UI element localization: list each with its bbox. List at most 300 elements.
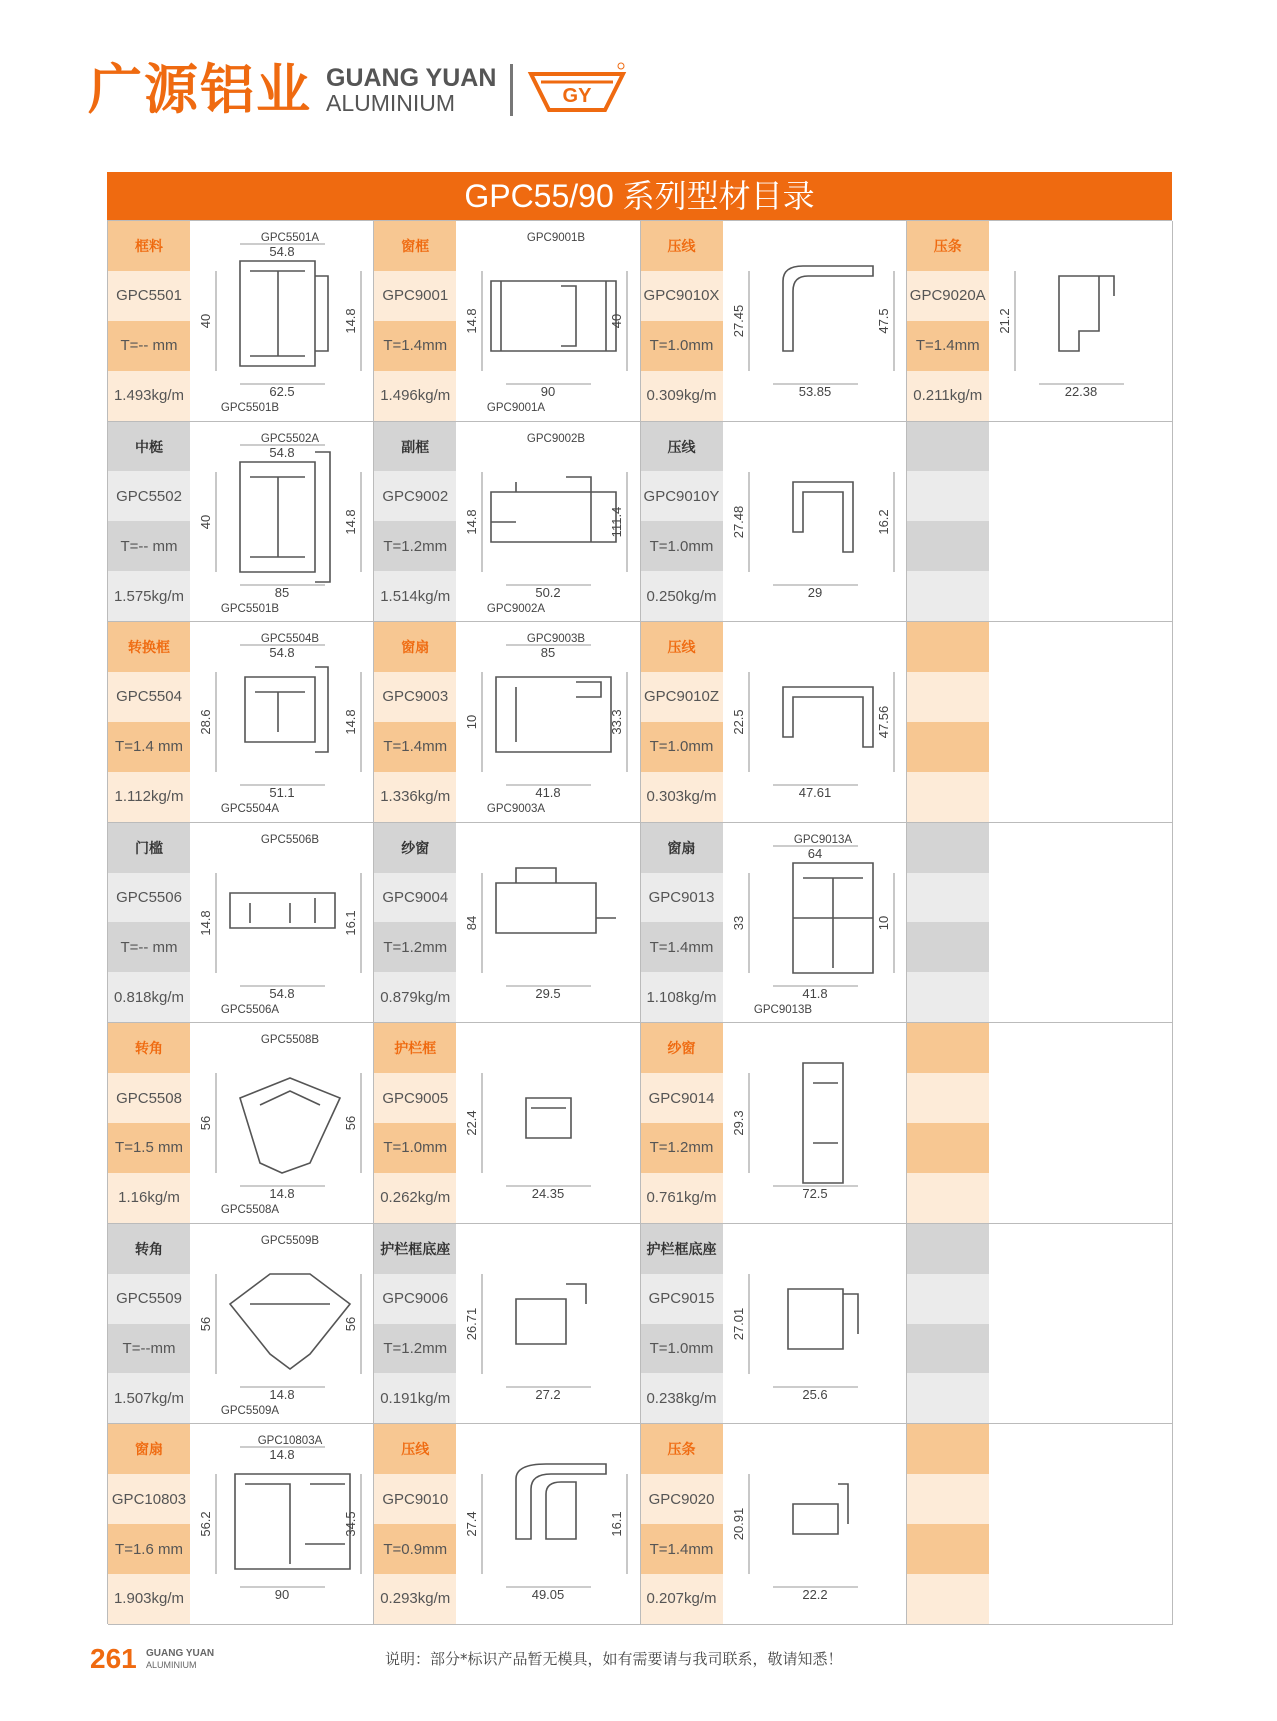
profile-shape: [230, 893, 335, 928]
weight-spec: 1.112kg/m: [108, 772, 190, 822]
model-number: [907, 1274, 989, 1324]
thickness-spec: T=1.0mm: [641, 321, 723, 371]
catalog-cell: [907, 1224, 1173, 1425]
weight-spec: 1.496kg/m: [374, 371, 456, 421]
spec-labels: [108, 221, 190, 421]
callout-label: GPC9002B: [527, 432, 586, 445]
profile-drawing: [989, 1424, 1173, 1624]
catalog-cell: [108, 622, 374, 823]
profile-shape: [516, 1284, 586, 1344]
profile-shape: [783, 266, 873, 351]
model-number: GPC9020: [641, 1474, 723, 1524]
weight-spec: [907, 772, 989, 822]
drawing-area: [456, 823, 640, 1023]
profile-drawing: [190, 823, 374, 1023]
profile-shape: [491, 477, 616, 542]
profile-drawing: [989, 622, 1173, 822]
callout-label: GPC5509B: [260, 1234, 320, 1247]
dimension-label: 27.01: [730, 1307, 746, 1341]
dimension-label: 90: [274, 1587, 290, 1603]
callout-label: GPC5504B: [260, 633, 320, 646]
category-label: 压条: [907, 221, 989, 271]
model-number: GPC9010Z: [641, 672, 723, 722]
profile-drawing: [723, 823, 907, 1023]
model-number: GPC5506: [108, 873, 190, 923]
dimension-label: 10: [464, 714, 480, 730]
page-header: [88, 55, 627, 125]
profile-drawing: [456, 1424, 640, 1624]
drawing-area: [190, 422, 374, 622]
spec-labels: [374, 1023, 456, 1223]
category-label: [907, 422, 989, 472]
catalog-cell: [108, 1224, 374, 1425]
profile-shape: [793, 863, 873, 973]
catalog-cell: [641, 622, 907, 823]
thickness-spec: [907, 722, 989, 772]
thickness-spec: T=1.4mm: [907, 321, 989, 371]
spec-labels: [374, 1424, 456, 1624]
profile-shape: [516, 1464, 606, 1539]
spec-labels: [108, 422, 190, 622]
catalog-cell: [641, 221, 907, 422]
dimension-label: 40: [198, 313, 213, 329]
profile-drawing: [456, 221, 640, 421]
weight-spec: 0.879kg/m: [374, 972, 456, 1022]
model-number: GPC9010Y: [641, 471, 723, 521]
catalog-cell: [907, 1424, 1173, 1625]
model-number: GPC10803: [108, 1474, 190, 1524]
model-number: GPC9006: [374, 1274, 456, 1324]
thickness-spec: T=1.2mm: [374, 1324, 456, 1374]
profile-drawing: [989, 221, 1173, 421]
category-label: 窗扇: [108, 1424, 190, 1474]
catalog-cell: [641, 1424, 907, 1625]
dimension-label: 14.8: [464, 308, 480, 334]
callout-label: GPC5508A: [220, 1204, 280, 1217]
category-label: 纱窗: [374, 823, 456, 873]
dimension-label: 54.8: [269, 444, 295, 460]
category-label: [907, 823, 989, 873]
drawing-area: [190, 1424, 374, 1624]
dimension-label: 27.2: [535, 1386, 561, 1402]
spec-labels: [641, 221, 723, 421]
callout-label: GPC9003A: [487, 803, 546, 816]
weight-spec: 1.493kg/m: [108, 371, 190, 421]
dimension-label: 85: [274, 584, 290, 600]
drawing-area: [456, 622, 640, 822]
profile-drawing: [723, 221, 907, 421]
drawing-area: [456, 221, 640, 421]
category-label: 压线: [641, 422, 723, 472]
dimension-label: 14.8: [464, 508, 480, 535]
model-number: [907, 672, 989, 722]
dimension-label: 50.2: [535, 584, 561, 600]
profile-drawing: [190, 1224, 374, 1424]
callout-label: GPC5506A: [220, 1003, 280, 1016]
category-label: 框料: [108, 221, 190, 271]
spec-labels: [108, 823, 190, 1023]
category-label: [907, 1224, 989, 1274]
model-number: GPC9014: [641, 1073, 723, 1123]
spec-labels: [641, 1224, 723, 1424]
brand-english-line1: GUANG YUAN: [326, 63, 497, 92]
spec-labels: [907, 1023, 989, 1223]
weight-spec: [907, 1373, 989, 1423]
dimension-label: 25.6: [801, 1386, 828, 1402]
category-label: 护栏框底座: [641, 1224, 723, 1274]
spec-labels: [907, 221, 989, 421]
profile-drawing: [190, 622, 374, 822]
catalog-cell: [108, 1424, 374, 1625]
category-label: 转角: [108, 1023, 190, 1073]
footer-note: 说明：部分*标识产品暂无模具，如有需要请与我司联系，敬请知悉！: [385, 1650, 843, 1668]
category-label: 转换框: [108, 622, 190, 672]
spec-labels: [108, 1023, 190, 1223]
callout-label: GPC10803A: [257, 1435, 323, 1448]
catalog-cell: [108, 221, 374, 422]
thickness-spec: [907, 1324, 989, 1374]
drawing-area: [989, 823, 1173, 1023]
drawing-area: [989, 622, 1173, 822]
dimension-label: 49.05: [531, 1587, 565, 1603]
weight-spec: 0.761kg/m: [641, 1173, 723, 1223]
callout-label: GPC9013A: [793, 833, 852, 846]
weight-spec: 0.207kg/m: [641, 1574, 723, 1624]
thickness-spec: T=1.5 mm: [108, 1123, 190, 1173]
drawing-area: [989, 1023, 1173, 1223]
catalog-cell: [374, 221, 640, 422]
catalog-cell: [108, 1023, 374, 1224]
model-number: GPC9020A: [907, 271, 989, 321]
drawing-area: [456, 1424, 640, 1624]
weight-spec: 1.507kg/m: [108, 1373, 190, 1423]
thickness-spec: T=1.4mm: [641, 922, 723, 972]
brand-logo-icon: [527, 60, 627, 120]
footer-brand: [146, 1648, 214, 1671]
dimension-label: 41.8: [535, 785, 561, 801]
spec-labels: [108, 622, 190, 822]
callout-label: GPC9013B: [753, 1003, 812, 1016]
dimension-label: 22.2: [801, 1587, 828, 1603]
profile-shape: [496, 677, 611, 752]
thickness-spec: [907, 1123, 989, 1173]
spec-labels: [907, 422, 989, 622]
catalog-cell: [641, 1023, 907, 1224]
dimension-label: 33: [730, 915, 746, 930]
dimension-label: 16.2: [875, 508, 891, 535]
category-label: 窗框: [374, 221, 456, 271]
callout-label: GPC5506B: [260, 833, 320, 846]
callout-label: GPC5502A: [260, 432, 320, 445]
category-label: 转角: [108, 1224, 190, 1274]
dimension-label: 33.3: [609, 709, 625, 735]
profile-shape: [1059, 276, 1114, 351]
dimension-label: 14.8: [269, 1386, 295, 1402]
thickness-spec: T=1.2mm: [374, 922, 456, 972]
profile-drawing: [190, 422, 374, 622]
catalog-cell: [374, 1023, 640, 1224]
dimension-label: 64: [807, 845, 822, 861]
category-label: 压线: [374, 1424, 456, 1474]
profile-drawing: [723, 422, 907, 622]
callout-label: GPC5504A: [220, 803, 280, 816]
profile-drawing: [190, 1424, 374, 1624]
dimension-label: 56: [343, 1316, 358, 1332]
dimension-label: 54.8: [269, 244, 295, 259]
category-label: 副框: [374, 422, 456, 472]
spec-labels: [641, 823, 723, 1023]
profile-drawing: [456, 622, 640, 822]
profile-drawing: [190, 1023, 374, 1223]
profile-drawing: [723, 1424, 907, 1624]
spec-labels: [907, 1424, 989, 1624]
spec-labels: [374, 1224, 456, 1424]
spec-labels: [374, 221, 456, 421]
category-label: 压条: [641, 1424, 723, 1474]
weight-spec: 1.336kg/m: [374, 772, 456, 822]
thickness-spec: T=0.9mm: [374, 1524, 456, 1574]
weight-spec: 1.903kg/m: [108, 1574, 190, 1624]
dimension-label: 27.4: [464, 1511, 480, 1538]
spec-labels: [108, 1424, 190, 1624]
catalog-cell: [108, 422, 374, 623]
drawing-area: [989, 422, 1173, 622]
dimension-label: 56.2: [198, 1511, 213, 1538]
profile-drawing: [456, 1023, 640, 1223]
dimension-label: 53.85: [798, 384, 831, 399]
dimension-label: 62.5: [269, 384, 295, 399]
callout-label: GPC5501B: [220, 602, 280, 615]
dimension-label: 14.8: [269, 1447, 295, 1463]
dimension-label: 29.3: [730, 1110, 746, 1136]
profile-catalog-grid: [107, 220, 1172, 1624]
thickness-spec: T=1.4mm: [374, 321, 456, 371]
dimension-label: 90: [541, 384, 556, 399]
model-number: GPC5504: [108, 672, 190, 722]
profile-shape: [783, 687, 873, 747]
dimension-label: 85: [541, 645, 556, 661]
category-label: 窗扇: [374, 622, 456, 672]
profile-drawing: [989, 1224, 1173, 1424]
drawing-area: [456, 1224, 640, 1424]
dimension-label: 16.1: [343, 910, 358, 936]
dimension-label: 14.8: [343, 308, 358, 334]
profile-drawing: [723, 1224, 907, 1424]
spec-labels: [374, 622, 456, 822]
drawing-area: [190, 1224, 374, 1424]
profile-shape: [803, 1063, 843, 1183]
callout-label: GPC5509A: [220, 1404, 280, 1417]
thickness-spec: T=-- mm: [108, 922, 190, 972]
spec-labels: [641, 622, 723, 822]
catalog-cell: [641, 1224, 907, 1425]
profile-drawing: [989, 1023, 1173, 1223]
drawing-area: [456, 1023, 640, 1223]
dimension-label: 20.91: [730, 1508, 746, 1541]
callout-label: GPC9002A: [487, 602, 546, 615]
model-number: GPC9010: [374, 1474, 456, 1524]
dimension-label: 26.71: [464, 1307, 480, 1341]
drawing-area: [723, 823, 907, 1023]
category-label: 中梃: [108, 422, 190, 472]
thickness-spec: T=1.6 mm: [108, 1524, 190, 1574]
footer-brand-line2: ALUMINIUM: [146, 1660, 197, 1670]
thickness-spec: T=1.4mm: [641, 1524, 723, 1574]
brand-name-english: [326, 65, 496, 115]
weight-spec: 1.108kg/m: [641, 972, 723, 1022]
weight-spec: [907, 1574, 989, 1624]
drawing-area: [723, 422, 907, 622]
profile-drawing: [723, 1023, 907, 1223]
thickness-spec: T=1.0mm: [641, 1324, 723, 1374]
footer-brand-line1: GUANG YUAN: [146, 1648, 215, 1659]
catalog-cell: [374, 622, 640, 823]
category-label: [907, 1424, 989, 1474]
profile-shape: [526, 1098, 571, 1138]
catalog-cell: [641, 823, 907, 1024]
spec-labels: [374, 422, 456, 622]
profile-shape: [240, 261, 328, 366]
profile-shape: [793, 1484, 848, 1534]
thickness-spec: [907, 521, 989, 571]
category-label: 纱窗: [641, 1023, 723, 1073]
profile-drawing: [989, 823, 1173, 1023]
drawing-area: [190, 1023, 374, 1223]
catalog-cell: [374, 1224, 640, 1425]
model-number: GPC9002: [374, 471, 456, 521]
weight-spec: [907, 571, 989, 621]
callout-label: GPC9003B: [527, 633, 586, 646]
weight-spec: 0.238kg/m: [641, 1373, 723, 1423]
model-number: [907, 1073, 989, 1123]
dimension-label: 14.8: [343, 709, 358, 735]
model-number: [907, 471, 989, 521]
dimension-label: 56: [198, 1316, 213, 1332]
category-label: 压线: [641, 221, 723, 271]
spec-labels: [641, 1424, 723, 1624]
catalog-cell: [374, 1424, 640, 1625]
category-label: [907, 1023, 989, 1073]
dimension-label: 14.8: [269, 1186, 295, 1202]
drawing-area: [723, 1224, 907, 1424]
dimension-label: 56: [198, 1116, 213, 1131]
weight-spec: [907, 972, 989, 1022]
model-number: [907, 1474, 989, 1524]
dimension-label: 22.5: [730, 709, 746, 735]
catalog-cell: [907, 221, 1173, 422]
callout-label: GPC5508B: [260, 1034, 320, 1047]
drawing-area: [723, 1424, 907, 1624]
dimension-label: 40: [198, 514, 213, 529]
thickness-spec: T=1.4 mm: [108, 722, 190, 772]
catalog-cell: [907, 422, 1173, 623]
drawing-area: [989, 1424, 1173, 1624]
profile-drawing: [989, 422, 1173, 622]
logo-mark: GY: [562, 85, 592, 107]
model-number: [907, 873, 989, 923]
thickness-spec: T=-- mm: [108, 521, 190, 571]
dimension-label: 54.8: [269, 985, 295, 1001]
dimension-label: 72.5: [801, 1186, 828, 1202]
catalog-cell: [108, 823, 374, 1024]
spec-labels: [907, 622, 989, 822]
weight-spec: 0.211kg/m: [907, 371, 989, 421]
drawing-area: [723, 1023, 907, 1223]
spec-labels: [108, 1224, 190, 1424]
dimension-label: 47.5: [875, 308, 891, 334]
dimension-label: 22.4: [464, 1110, 480, 1136]
callout-label: GPC5501B: [220, 402, 280, 414]
dimension-label: 29.5: [535, 985, 561, 1001]
weight-spec: 0.250kg/m: [641, 571, 723, 621]
spec-labels: [374, 823, 456, 1023]
header-divider: [510, 64, 513, 116]
dimension-label: 34.5: [343, 1511, 358, 1538]
thickness-spec: T=--mm: [108, 1324, 190, 1374]
weight-spec: [907, 1173, 989, 1223]
profile-shape: [240, 452, 330, 582]
dimension-label: 47.56: [875, 705, 891, 739]
dimension-label: 51.1: [269, 785, 295, 801]
thickness-spec: T=1.2mm: [641, 1123, 723, 1173]
weight-spec: 0.303kg/m: [641, 772, 723, 822]
catalog-cell: [907, 622, 1173, 823]
thickness-spec: T=1.0mm: [374, 1123, 456, 1173]
thickness-spec: T=1.4mm: [374, 722, 456, 772]
drawing-area: [723, 221, 907, 421]
catalog-cell: [641, 422, 907, 623]
dimension-label: 29: [807, 584, 822, 600]
brand-name-chinese: 广源铝业: [88, 58, 312, 121]
page-number: 261: [90, 1643, 137, 1674]
dimension-label: 14.8: [198, 910, 213, 936]
drawing-area: [723, 622, 907, 822]
profile-drawing: [456, 422, 640, 622]
callout-label: GPC9001A: [487, 402, 546, 414]
dimension-label: 111.4: [609, 506, 625, 537]
model-number: GPC5502: [108, 471, 190, 521]
model-number: GPC5509: [108, 1274, 190, 1324]
category-label: 窗扇: [641, 823, 723, 873]
drawing-area: [989, 221, 1173, 421]
profile-drawing: [456, 823, 640, 1023]
model-number: GPC9003: [374, 672, 456, 722]
thickness-spec: [907, 922, 989, 972]
catalog-cell: [907, 823, 1173, 1024]
profile-shape: [235, 1474, 350, 1569]
dimension-label: 16.1: [609, 1511, 625, 1538]
drawing-area: [456, 422, 640, 622]
spec-labels: [641, 1023, 723, 1223]
category-label: 压线: [641, 622, 723, 672]
category-label: 护栏框底座: [374, 1224, 456, 1274]
profile-shape: [496, 868, 616, 933]
dimension-label: 24.35: [531, 1186, 565, 1202]
dimension-label: 21.2: [996, 308, 1012, 334]
model-number: GPC9001: [374, 271, 456, 321]
catalog-cell: [374, 422, 640, 623]
profile-shape: [240, 1078, 340, 1173]
category-label: 护栏框: [374, 1023, 456, 1073]
profile-shape: [230, 1274, 350, 1369]
model-number: GPC9013: [641, 873, 723, 923]
profile-drawing: [456, 1224, 640, 1424]
dimension-label: 22.38: [1064, 384, 1098, 399]
dimension-label: 47.61: [798, 785, 831, 801]
model-number: GPC5501: [108, 271, 190, 321]
dimension-label: 27.48: [730, 505, 746, 538]
model-number: GPC9005: [374, 1073, 456, 1123]
